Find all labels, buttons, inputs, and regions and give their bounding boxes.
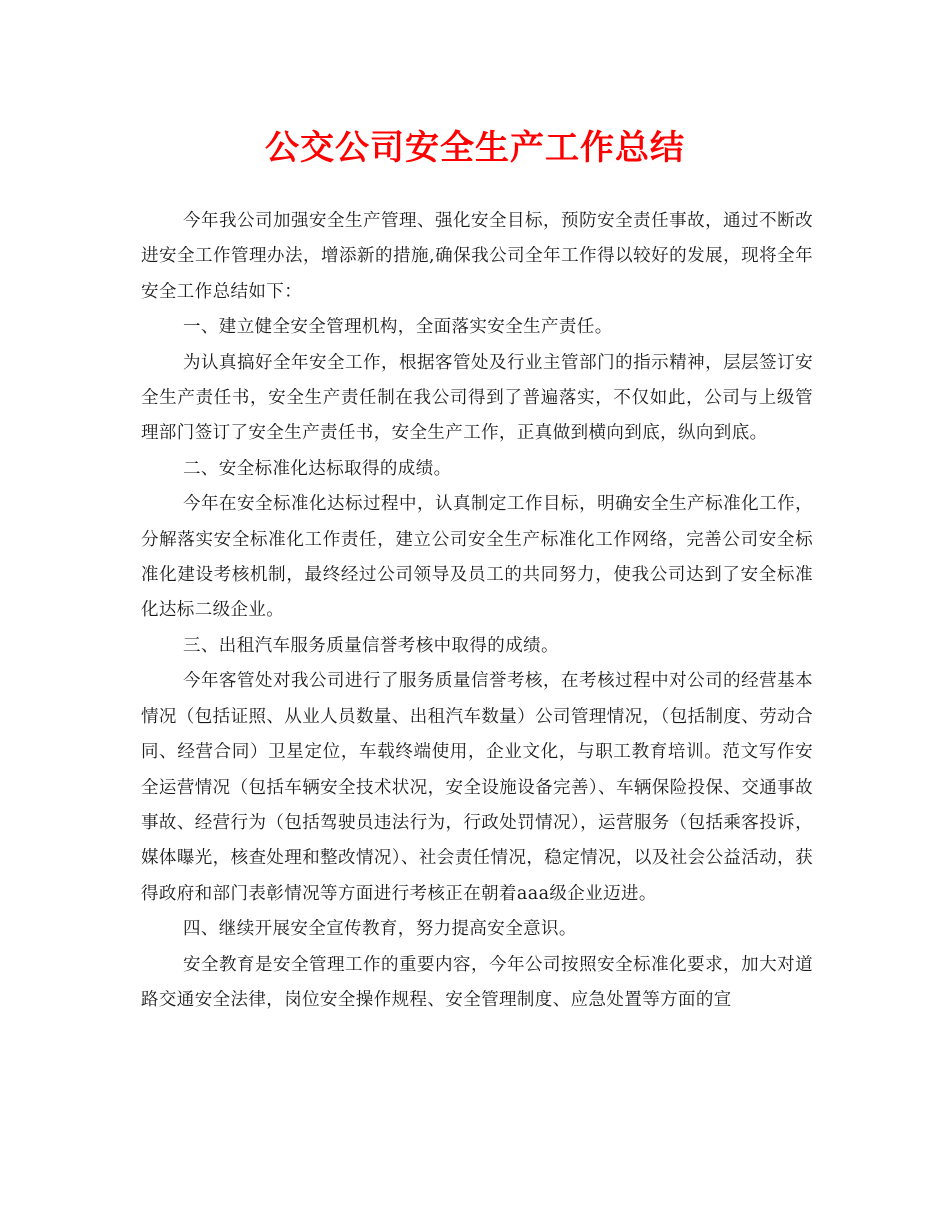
section-heading-4: 四、继续开展安全宣传教育，努力提高安全意识。 bbox=[183, 919, 577, 940]
paragraph-section-2: 今年在安全标准化达标过程中，认真制定工作目标，明确安全生产标准化工作，分解落实安全标准化工作责任，建立公司安全生产标准化工作网络，完善公司安全标准化建设考核机制，最终经过公司领导及员工的共同努力，使我公司达到了安全标准化达标二级企业。 bbox=[141, 494, 813, 621]
paragraph-section-3: 今年客管处对我公司进行了服务质量信誉考核，在考核过程中对公司的经营基本情况（包括证照、从业人员数量、出租汽车数量）公司管理情况，（包括制度、劳动合同、经营合同）卫星定位，车载终端使用，企业文化，与职工教育培训。范文写作安全运营情况（包括车辆安全技术状况，安全设施设备完善）、车辆保险投保、交通事故事故、经营行为（包括驾驶员违法行为，行政处罚情况），运营服务（包括乘客投诉，媒体曝光，核查处理和整改情况）、社会责任情况，稳定情况，以及社会公益活动，获得政府和部门表彰情况等方面进行考核正在朝着aaa级企业迈进。 bbox=[141, 671, 813, 904]
section-heading-1: 一、建立健全安全管理机构，全面落实安全生产责任。 bbox=[183, 317, 613, 338]
document-title: 公交公司安全生产工作总结 bbox=[265, 128, 685, 168]
paragraph-section-4: 安全教育是安全管理工作的重要内容，今年公司按照安全标准化要求，加大对道路交通安全法律，岗位安全操作规程、安全管理制度、应急处置等方面的宣 bbox=[141, 954, 813, 1010]
section-heading-2: 二、安全标准化达标取得的成绩。 bbox=[183, 458, 452, 479]
paragraph-intro: 今年我公司加强安全生产管理、强化安全目标，预防安全责任事故，通过不断改进安全工作管理办法，增添新的措施,确保我公司全年工作得以较好的发展，现将全年安全工作总结如下： bbox=[141, 211, 813, 302]
paragraph-section-1: 为认真搞好全年安全工作，根据客管处及行业主管部门的指示精神，层层签订安全生产责任书，安全生产责任制在我公司得到了普遍落实，不仅如此，公司与上级管理部门签订了安全生产责任书，安全生产工作，正真做到横向到底，纵向到底。 bbox=[141, 352, 813, 444]
section-heading-3: 三、出租汽车服务质量信誉考核中取得的成绩。 bbox=[183, 635, 559, 656]
document-body bbox=[141, 204, 813, 1018]
